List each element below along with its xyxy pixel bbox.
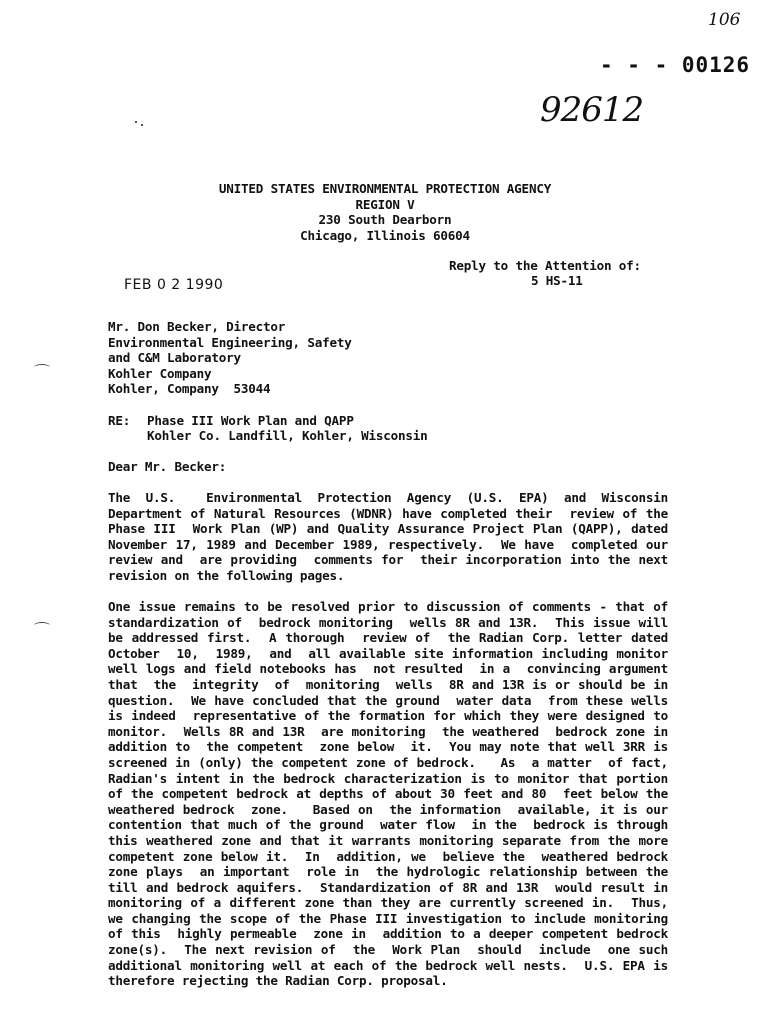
salutation: Dear Mr. Becker:: [108, 459, 227, 474]
text-line: be addressed first. A thorough review of the Radian Corp. letter dated: [108, 630, 668, 646]
recipient-line: Kohler, Company 53044: [108, 381, 271, 396]
text-line: The U.S. Environmental Protection Agency (U.S. EPA) and Wisconsin: [108, 490, 668, 505]
letterhead-agency: UNITED STATES ENVIRONMENTAL PROTECTION AGENCY: [218, 181, 552, 196]
text-line: review and are providing comments for their incorporation into the next: [108, 552, 668, 568]
text-line: October 10, 1989, and all available site information including monitor: [108, 645, 668, 661]
text-line: therefore rejecting the Radian Corp. proposal.: [108, 973, 448, 989]
text-line: this weathered zone and that it warrants monitoring separate from the more: [108, 832, 668, 848]
hole-punch-mark: [34, 364, 50, 371]
text-line: revision on the following pages.: [108, 567, 345, 583]
letterhead-city: Chicago, Illinois 60604: [300, 228, 470, 243]
text-line: is indeed representative of the formation for which they were designed to: [108, 708, 668, 724]
text-line: addition to the competent zone below it. You may note that well 3RR is: [108, 739, 668, 755]
text-line: weathered bedrock zone. Based on the information available, it is our: [108, 801, 668, 817]
scan-speck: [141, 124, 143, 126]
top-right-page-number: 106: [708, 10, 741, 30]
recipient-line: Environmental Engineering, Safety: [108, 335, 352, 350]
re-subject-line: Phase III Work Plan and QAPP: [147, 413, 354, 428]
text-line: monitor. Wells 8R and 13R are monitoring the weathered bedrock zone in: [108, 723, 668, 739]
reply-code: 5 HS-11: [531, 273, 583, 288]
re-subject-line: Kohler Co. Landfill, Kohler, Wisconsin: [147, 428, 428, 443]
letterhead-region: REGION V: [355, 197, 415, 212]
text-line: zone plays an important role in the hydrologic relationship between the: [108, 864, 668, 880]
recipient-line: Mr. Don Becker, Director: [108, 319, 286, 334]
date-stamp: FEB 0 2 1990: [124, 277, 224, 293]
letterhead-street: 230 South Dearborn: [318, 212, 452, 227]
text-line: of this highly permeable zone in addition to a deeper competent bedrock: [108, 926, 668, 942]
text-line: standardization of bedrock monitoring wells 8R and 13R. This issue will: [108, 614, 668, 630]
text-line: contention that much of the ground water flow in the bedrock is through: [108, 817, 668, 833]
text-line: well logs and field notebooks has not resulted in a convincing argument: [108, 661, 668, 677]
handwritten-number: 92612: [540, 90, 644, 130]
text-line: monitoring of a different zone than they are currently screened in. Thus,: [108, 895, 668, 911]
re-label: RE:: [108, 413, 131, 428]
text-line: Department of Natural Resources (WDNR) have completed their review of the: [108, 505, 668, 521]
text-line: November 17, 1989 and December 1989, respectively. We have completed our: [108, 536, 668, 552]
document-number: - - - 00126: [600, 53, 751, 77]
scan-speck: [135, 121, 137, 123]
hole-punch-mark: [34, 622, 50, 629]
text-line: Radian's intent in the bedrock characterization is to monitor that portion: [108, 770, 668, 786]
text-line: we changing the scope of the Phase III investigation to include monitoring: [108, 910, 668, 926]
text-line: competent zone below it. In addition, we believe the weathered bedrock: [108, 848, 668, 864]
text-line: additional monitoring well at each of the bedrock well nests. U.S. EPA is: [108, 957, 668, 973]
paragraph-2: [108, 599, 668, 989]
text-line: Phase III Work Plan (WP) and Quality Assurance Project Plan (QAPP), dated: [108, 521, 668, 537]
text-line: that the integrity of monitoring wells 8R and 13R is or should be in: [108, 676, 668, 692]
recipient-line: Kohler Company: [108, 366, 212, 381]
paragraph-1: [108, 490, 668, 584]
text-line: of the competent bedrock at depths of about 30 feet and 80 feet below the: [108, 786, 668, 802]
text-line: screened in (only) the competent zone of bedrock. As a matter of fact,: [108, 754, 668, 770]
recipient-line: and C&M Laboratory: [108, 350, 241, 365]
text-line: zone(s). The next revision of the Work Plan should include one such: [108, 942, 668, 958]
text-line: till and bedrock aquifers. Standardization of 8R and 13R would result in: [108, 879, 668, 895]
text-line: One issue remains to be resolved prior to discussion of comments - that of: [108, 599, 668, 614]
reply-label: Reply to the Attention of:: [449, 258, 641, 273]
text-line: question. We have concluded that the ground water data from these wells: [108, 692, 668, 708]
